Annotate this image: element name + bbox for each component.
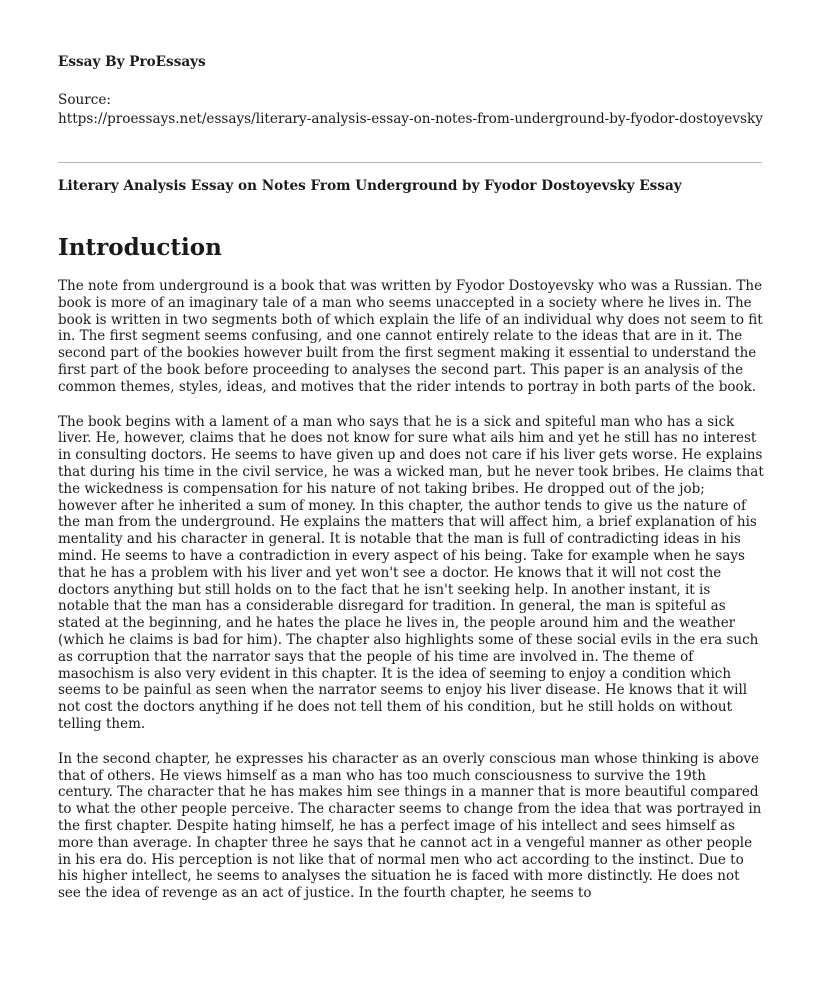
- site-title: Essay By ProEssays: [58, 54, 206, 70]
- source-label: Source:: [58, 92, 111, 108]
- paragraph-2: The book begins with a lament of a man who says that he is a sick and spiteful man who has a sick liver. He, however, claims that he does not know for sure what ails him and yet he still has no interest in consulting doctors. He seems to have given up and does not care if his liver gets worse. He explains that during his time in the civil service, he was a wicked man, but he never took bribes. He claims that the wickedness is compensation for his nature of not taking bribes. He dropped out of the job; however after he inherited a sum of money. In this chapter, the author tends to give us the nature of the man from the underground. He explains the matters that will affect him, a brief explanation of his mentality and his character in general. It is notable that the man is full of contradicting ideas in his mind. He seems to have a contradiction in every aspect of his being. Take for example when he says that he has a problem with his liver and yet won't see a doctor. He knows that it will not cost the doctors anything but still holds on to the fact that he isn't seeking help. In another instant, it is notable that the man has a considerable disregard for tradition. In general, the man is spiteful as stated at the beginning, and he hates the place he lives in, the people around him and the weather (which he claims is bad for him). The chapter also highlights some of these social evils in the era such as corruption that the narrator says that the people of his time are involved in. The theme of masochism is also very evident in this chapter. It is the idea of seeming to enjoy a condition which seems to be painful as seen when the narrator seems to enjoy his liver disease. He knows that it will not cost the doctors anything if he does not tell them of his condition, but he still holds on without telling them.: [58, 413, 764, 732]
- essay-title: Literary Analysis Essay on Notes From Underground by Fyodor Dostoyevsky Essay: [58, 178, 682, 194]
- paragraph-1: The note from underground is a book that was written by Fyodor Dostoyevsky who was a Russian. The book is more of an imaginary tale of a man who seems unaccepted in a society where he lives in. The book is written in two segments both of which explain the life of an individual why does not seem to fit in. The first segment seems confusing, and one cannot entirely relate to the ideas that are in it. The second part of the bookies however built from the first segment making it essential to understand the first part of the book before proceeding to analyses the second part. This paper is an analysis of the common themes, styles, ideas, and motives that the rider intends to portray in both parts of the book.: [58, 278, 763, 395]
- section-heading-introduction: Introduction: [58, 234, 222, 261]
- paragraph-3: In the second chapter, he expresses his character as an overly conscious man whose thinking is above that of others. He views himself as a man who has too much consciousness to survive the 19th century. The character that he has makes him see things in a manner that is more beautiful compared to what the other people perceive. The character seems to change from the idea that was portrayed in the first chapter. Despite hating himself, he has a perfect image of his intellect and sees himself as more than average. In chapter three he says that he cannot act in a vengeful manner as other people in his era do. His perception is not like that of normal men who act according to the instinct. Due to his higher intellect, he seems to analyses the situation he is faced with more distinctly. He does not see the idea of revenge as an act of justice. In the fourth chapter, he seems to: [58, 750, 762, 902]
- source-block: [58, 91, 764, 129]
- essay-body: [58, 278, 764, 920]
- divider: [58, 162, 762, 163]
- source-url: https://proessays.net/essays/literary-analysis-essay-on-notes-from-underground-by-fyodor-dostoyevsky: [58, 111, 763, 127]
